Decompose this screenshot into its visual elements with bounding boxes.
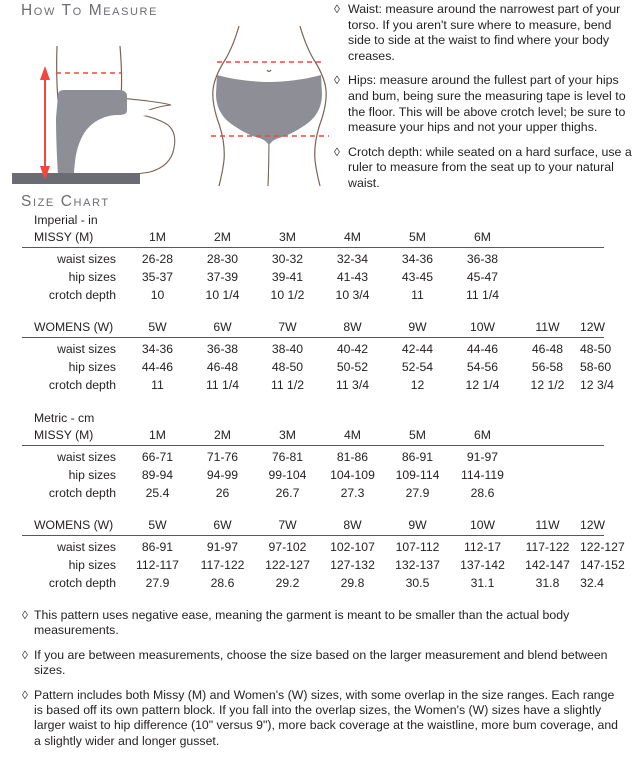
table-row: [22, 268, 604, 286]
column-header-size: 6M: [450, 426, 515, 446]
size-chart-tables: [22, 213, 625, 592]
row-label: waist sizes: [57, 450, 116, 464]
cell-value: 112-117: [136, 558, 179, 572]
column-header-category: MISSY (M): [22, 228, 125, 248]
measure-note-text: Crotch depth: while seated on a hard surface, use a ruler to measure from the seat up to your natural waist.: [348, 144, 632, 190]
navel-mark: [267, 70, 271, 72]
column-header-size: 5M: [385, 426, 450, 446]
row-label: crotch depth: [48, 486, 116, 500]
cell-value: 52-54: [401, 360, 434, 374]
column-header-size: 9W: [385, 516, 450, 536]
column-header-size: 3M: [255, 426, 320, 446]
table-row: [22, 338, 604, 359]
metric-missy-table: [22, 426, 604, 502]
cell-value: 31.1: [470, 576, 495, 590]
how-to-measure-heading: How To Measure: [21, 2, 159, 19]
cell-value: 36-38: [466, 252, 499, 266]
cell-value: 97-102: [268, 540, 307, 554]
cell-value: 117-122: [525, 540, 570, 554]
cell-value: 81-86: [336, 450, 369, 464]
row-label: hip sizes: [68, 270, 116, 284]
row-label: crotch depth: [48, 288, 116, 302]
cell-value: 99-104: [268, 468, 307, 482]
table-header-row: [22, 228, 604, 248]
column-header-category: WOMENS (W): [22, 516, 125, 536]
column-header-size: 11W: [515, 318, 580, 338]
pattern-notes-list: [22, 608, 620, 758]
cell-value: 32-34: [336, 252, 369, 266]
measure-note-crotch-depth: [334, 145, 634, 192]
cell-value: 28.6: [470, 486, 495, 500]
footnote-size-range-overlap: [22, 688, 620, 750]
column-header-size: 5W: [125, 318, 190, 338]
cell-empty: [515, 248, 604, 269]
cell-value: 86-91: [141, 540, 174, 554]
column-header-category: WOMENS (W): [22, 318, 125, 338]
cell-value: 46-48: [206, 360, 239, 374]
measure-note-text: Hips: measure around the fullest part of your hips and bum, being sure the measuring tape is level to the floor. This will be above crotch level; be sure to measure your hips and not your upper thighs.: [348, 73, 626, 135]
table-row: [22, 556, 604, 574]
footnote-negative-ease: [22, 608, 620, 639]
column-header-size: 8W: [320, 318, 385, 338]
cell-value: 43-45: [401, 270, 434, 284]
column-header-size: 5M: [385, 228, 450, 248]
cell-value: 36-38: [206, 342, 239, 356]
cell-empty: [515, 466, 604, 484]
row-label: waist sizes: [57, 252, 116, 266]
column-header-size: 2M: [190, 426, 255, 446]
cell-value: 122-127: [265, 558, 310, 572]
cell-value: 45-47: [466, 270, 499, 284]
column-header-size: 10W: [450, 516, 515, 536]
imperial-unit-label: Imperial - in: [34, 213, 98, 227]
cell-value: 48-50: [580, 342, 612, 356]
cell-value: 66-71: [141, 450, 174, 464]
cell-value: 112-17: [463, 540, 502, 554]
metric-missy-table-block: [22, 426, 604, 502]
cell-value: 10: [150, 288, 165, 302]
row-label: waist sizes: [57, 540, 116, 554]
column-header-category: MISSY (M): [22, 426, 125, 446]
diamond-bullet-icon: ◊: [334, 144, 340, 159]
cell-value: 32.4: [580, 576, 604, 590]
table-header-row: [22, 426, 604, 446]
cell-value: 114-119: [461, 468, 504, 482]
metric-womens-table: [22, 516, 625, 592]
column-header-size: 12W: [580, 318, 604, 338]
diamond-bullet-icon: ◊: [22, 647, 28, 662]
column-header-size: 1M: [125, 426, 190, 446]
cell-value: 34-36: [401, 252, 434, 266]
column-header-size: 2M: [190, 228, 255, 248]
size-chart-heading: Size Chart: [21, 193, 110, 210]
column-header-size: 5W: [125, 516, 190, 536]
cell-value: 58-60: [580, 360, 612, 374]
column-header-size: 7W: [255, 516, 320, 536]
footnote-between-sizes: [22, 648, 620, 679]
cell-value: 26-28: [141, 252, 174, 266]
crotch-depth-arrow: [40, 66, 50, 180]
measure-note-waist: [334, 2, 634, 64]
diamond-bullet-icon: ◊: [334, 73, 340, 88]
imperial-womens-table-block: [22, 318, 614, 394]
cell-value: 26.7: [275, 486, 300, 500]
cell-value: 30-32: [271, 252, 304, 266]
cell-value: 27.9: [145, 576, 170, 590]
table-row: [22, 358, 604, 376]
column-header-size: 11W: [515, 516, 580, 536]
column-header-size: 6W: [190, 318, 255, 338]
cell-value: 39-41: [271, 270, 304, 284]
cell-value: 40-42: [336, 342, 369, 356]
cell-value: 25.4: [145, 486, 170, 500]
imperial-womens-table: [22, 318, 614, 394]
cell-value: 27.3: [340, 486, 365, 500]
row-label: waist sizes: [57, 342, 116, 356]
table-row: [22, 466, 604, 484]
cell-value: 29.8: [340, 576, 365, 590]
row-label: crotch depth: [48, 576, 116, 590]
cell-value: 31.8: [535, 576, 560, 590]
how-to-measure-illustrations: [0, 18, 330, 190]
cell-value: 54-56: [466, 360, 499, 374]
seat-surface-bar: [12, 173, 140, 184]
cell-value: 86-91: [401, 450, 434, 464]
cell-value: 104-109: [330, 468, 375, 482]
cell-value: 71-76: [206, 450, 239, 464]
table-row: [22, 286, 604, 304]
column-header-size: 12W: [580, 516, 604, 536]
cell-value: 46-48: [531, 342, 564, 356]
cell-empty: [515, 286, 604, 304]
cell-empty: [515, 484, 604, 502]
column-header-size: 4M: [320, 426, 385, 446]
cell-value: 12 1/4: [465, 378, 500, 392]
column-header-size: 9W: [385, 318, 450, 338]
cell-value: 12 1/2: [530, 378, 565, 392]
cell-value: 94-99: [206, 468, 239, 482]
cell-value: 89-94: [141, 468, 174, 482]
cell-value: 44-46: [141, 360, 174, 374]
cell-value: 11 1/2: [271, 378, 304, 392]
table-row: [22, 446, 604, 467]
metric-unit-label: Metric - cm: [34, 411, 95, 425]
column-header-size: 6M: [450, 228, 515, 248]
cell-value: 27.9: [405, 486, 430, 500]
table-row: [22, 536, 604, 557]
table-row: [22, 248, 604, 269]
measure-instructions-list: [334, 2, 634, 201]
footnote-text: This pattern uses negative ease, meaning the garment is meant to be smaller than the actual body measurements.: [34, 608, 570, 638]
imperial-missy-table: [22, 228, 604, 304]
cell-value: 147-152: [580, 558, 625, 572]
column-header-empty: [515, 228, 604, 248]
cell-value: 34-36: [141, 342, 174, 356]
cell-value: 28-30: [206, 252, 239, 266]
cell-value: 11: [151, 378, 164, 392]
imperial-missy-table-block: [22, 228, 604, 304]
cell-value: 122-127: [580, 540, 625, 554]
cell-value: 117-122: [200, 558, 245, 572]
column-header-size: 8W: [320, 516, 385, 536]
cell-value: 132-137: [395, 558, 440, 572]
column-header-empty: [515, 426, 604, 446]
cell-value: 137-142: [460, 558, 505, 572]
cell-value: 10 1/2: [270, 288, 305, 302]
cell-value: 12: [410, 378, 425, 392]
cell-value: 142-147: [525, 558, 570, 572]
table-header-row: [22, 516, 604, 536]
cell-value: 11 3/4: [336, 378, 369, 392]
cell-value: 102-107: [330, 540, 375, 554]
crotch-depth-side-view: [12, 46, 175, 184]
cell-value: 50-52: [336, 360, 369, 374]
cell-value: 91-97: [206, 540, 239, 554]
cell-value: 44-46: [466, 342, 499, 356]
cell-value: 11 1/4: [206, 378, 239, 392]
table-row: [22, 574, 604, 592]
column-header-size: 1M: [125, 228, 190, 248]
waist-hip-front-view: [211, 26, 329, 186]
diamond-bullet-icon: ◊: [22, 608, 28, 622]
measure-note-text: Waist: measure around the narrowest part of your torso. If you aren't sure where to measure, bend side to side at the waist to find where your body creases.: [348, 2, 621, 63]
table-header-row: [22, 318, 604, 338]
cell-empty: [515, 446, 604, 467]
diamond-bullet-icon: ◊: [334, 2, 340, 16]
column-header-size: 6W: [190, 516, 255, 536]
cell-value: 91-97: [466, 450, 499, 464]
diamond-bullet-icon: ◊: [22, 687, 28, 702]
cell-value: 35-37: [141, 270, 174, 284]
metric-womens-table-block: [22, 516, 625, 592]
row-label: hip sizes: [68, 468, 116, 482]
footnote-text: If you are between measurements, choose the size based on the larger measurement and blend between sizes.: [34, 647, 608, 678]
cell-value: 37-39: [206, 270, 239, 284]
column-header-size: 3M: [255, 228, 320, 248]
cell-value: 29.2: [275, 576, 300, 590]
cell-value: 28.6: [210, 576, 235, 590]
table-row: [22, 376, 604, 394]
cell-value: 10 1/4: [205, 288, 240, 302]
cell-value: 56-58: [531, 360, 564, 374]
cell-value: 12 3/4: [580, 378, 614, 392]
row-label: hip sizes: [68, 558, 116, 572]
cell-value: 30.5: [405, 576, 430, 590]
cell-value: 42-44: [401, 342, 434, 356]
cell-value: 10 3/4: [335, 288, 370, 302]
cell-empty: [515, 268, 604, 286]
table-row: [22, 484, 604, 502]
cell-value: 11 1/4: [466, 288, 499, 302]
cell-value: 76-81: [271, 450, 304, 464]
row-label: hip sizes: [68, 360, 116, 374]
row-label: crotch depth: [48, 378, 116, 392]
cell-value: 11: [411, 288, 424, 302]
cell-value: 26: [215, 486, 230, 500]
column-header-size: 10W: [450, 318, 515, 338]
cell-value: 48-50: [271, 360, 304, 374]
column-header-size: 7W: [255, 318, 320, 338]
column-header-size: 4M: [320, 228, 385, 248]
cell-value: 107-112: [395, 540, 440, 554]
cell-value: 109-114: [395, 468, 440, 482]
cell-value: 127-132: [330, 558, 375, 572]
cell-value: 41-43: [336, 270, 369, 284]
cell-value: 38-40: [271, 342, 304, 356]
measure-note-hips: [334, 73, 634, 135]
footnote-text: Pattern includes both Missy (M) and Women's (W) sizes, with some overlap in the size ranges. Each range is based off its own pattern block. If you fall into the overlap sizes, the Women's (W) sizes have a slightly larger waist to hip difference (10" versus 9"), more back coverage at the waistline, more bum coverage, and a slightly wider and longer gusset.: [34, 687, 619, 748]
